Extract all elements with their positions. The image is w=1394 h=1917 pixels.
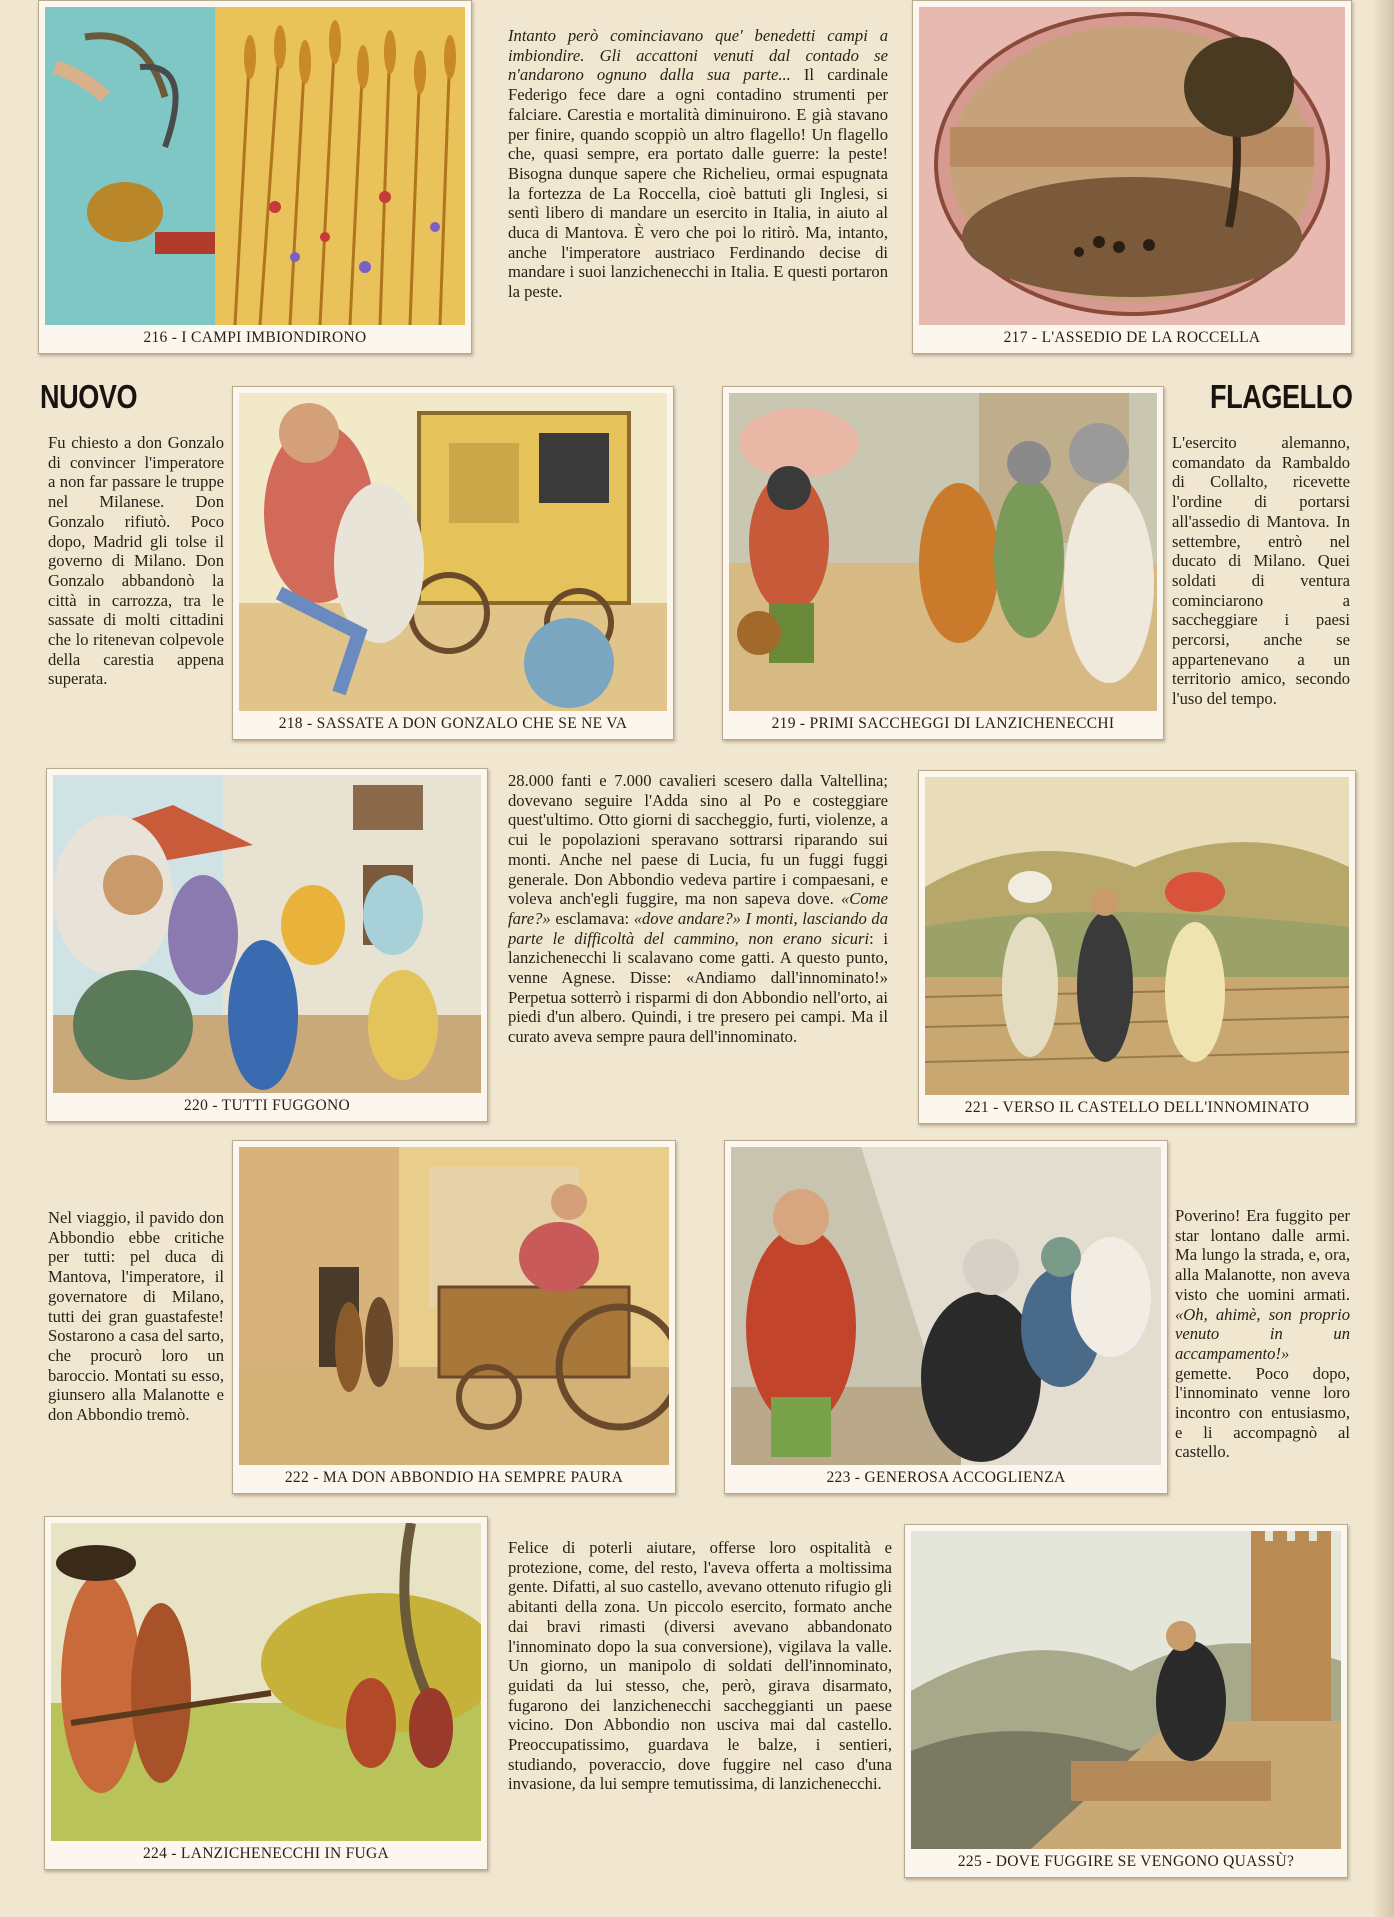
illustration-toward-castle: [925, 777, 1349, 1095]
caption-216: 216 - I CAMPI IMBIONDIRONO: [143, 329, 367, 346]
text-right-2c: gemette. Poco dopo, l'innominato venne loro incontro con entusiasmo, e li accompagnò al castello.: [1175, 1363, 1350, 1462]
illustration-first-looting: [729, 393, 1157, 711]
card-223: [724, 1140, 1168, 1494]
text-mid-3: esclamava:: [555, 908, 634, 928]
page-fold-shadow: [1372, 0, 1394, 1917]
illustration-cart-journey: [239, 1147, 669, 1465]
text-right-2b: «Oh, ahimè, son proprio venuto in un accampamento!»: [1175, 1304, 1350, 1363]
illustration-generous-welcome: [731, 1147, 1161, 1465]
illustration-wheat-field: [45, 7, 465, 325]
text-mid-5: : i lanzichenecchi li scalavano come gatti. A questo punto, venne Agnese. Disse: «Andiamo dall'innominato!» Perpetua sotterrò i risparmi di don Abbondio nell'orto, ai piedi d'un albero. Quindi, i tre presero pei campi. Ma il curato aveva sempre paura dell'innominato.: [508, 928, 888, 1047]
text-top: [508, 26, 888, 302]
text-mid-4: «dove andare?» I monti, lasciando da parte le difficoltà del cammino, non erano sicuri: [508, 908, 889, 948]
card-222: [232, 1140, 676, 1494]
illustration-castle-view: [911, 1531, 1341, 1849]
text-bottom-mid: Felice di poterli aiutare, offerse loro ospitalità e protezione, come, del resto, l'aveva offerta a moltissima gente. Difatti, al suo castello, avevano ottenuto rifugio gli abitanti della zona. Un piccolo esercito, formato anche dai bravi rimasti (diversi avevano abbandonato l'innominato dopo la sua conversione), vigilava la valle. Un giorno, un manipolo di soldati dell'innominato, guidati da lui stesso, che, però, girava disarmato, fugarono dei lanzichenecchi saccheggianti un paese vicino. Don Abbondio non usciva mai dal castello. Preoccupatissimo, guardava le balze, i sentieri, studiando, poveraccio, dove fuggire nel caso d'una invasione, da lui sempre temutissima, di lanzichenecchi.: [508, 1538, 892, 1794]
caption-225: 225 - DOVE FUGGIRE SE VENGONO QUASSÙ?: [957, 1853, 1295, 1870]
card-219: [722, 386, 1164, 740]
heading-flagello: FLAGELLO: [1210, 378, 1353, 415]
caption-219: 219 - PRIMI SACCHEGGI DI LANZICHENECCHI: [771, 715, 1115, 732]
card-220: [46, 768, 488, 1122]
caption-220: 220 - TUTTI FUGGONO: [184, 1097, 350, 1114]
illustration-carriage-stoning: [239, 393, 667, 711]
text-mid-1: 28.000 fanti e 7.000 cavalieri scesero dalla Valtellina; dovevano seguire l'Adda sino al Po e costeggiare quest'ultimo. Otto giorni di saccheggio, furti, violenze, a cui le popolazioni speravano sottrarsi riparando sui monti. Anche nel paese di Lucia, fu un fuggi fuggi generale. Don Abbondio vedeva partire i compaesani, e voleva anch'egli fuggire, ma non sapeva dove.: [508, 771, 888, 909]
caption-223: 223 - GENEROSA ACCOGLIENZA: [826, 1469, 1066, 1486]
text-right-col: L'esercito alemanno, comandato da Rambaldo di Collalto, ricevette l'ordine di portarsi all'assedio di Mantova. In settembre, entrò nel ducato di Milano. Quei soldati di ventura cominciarono a saccheggiare i paesi percorsi, anche se appartenevano a un territorio amico, secondo l'uso del tempo.: [1172, 433, 1350, 709]
card-218: [232, 386, 674, 740]
text-left-col: Fu chiesto a don Gonzalo di convincer l'imperatore a non far passare le truppe nel Milanese. Don Gonzalo rifiutò. Poco dopo, Madrid gli tolse il governo di Milano. Don Gonzalo abbandonò la città in carrozza, tra le sassate di molti cittadini che lo ritenevan colpevole della carestia appena superata.: [48, 433, 224, 689]
text-top-plain: Il cardinale Federigo fece dare a ogni contadino strumenti per falciare. Carestia e mortalità diminuirono. E già stavano per finire, quando scoppiò un altro flagello! Un flagello che, quasi sempre, era portato dalle guerre: la peste! Bisogna dunque sapere che Richelieu, ormai espugnata la fortezza de La Roccella, cioè battuti gli Inglesi, si sentì libero di mandare un esercito in Italia, in aiuto al duca di Mantova. È vero che poi lo ritirò. Ma, intanto, anche l'imperatore austriaco Ferdinando decise di mandare i suoi lanzichenecchi in Italia. E questi portaron la peste.: [508, 65, 888, 302]
card-224: [44, 1516, 488, 1870]
card-217: [912, 0, 1352, 354]
text-top-italic: Intanto però cominciavano que' benedetti campi a imbiondire. Gli accattoni venuti dal contado se n'andarono ognuno dalla sua parte...: [508, 26, 888, 85]
illustration-lansquenets-flee: [51, 1523, 481, 1841]
caption-217: 217 - L'ASSEDIO DE LA ROCCELLA: [1003, 329, 1261, 346]
card-225: [904, 1524, 1348, 1878]
caption-224: 224 - LANZICHENECCHI IN FUGA: [142, 1845, 390, 1862]
illustration-everyone-flees: [53, 775, 481, 1093]
text-middle: [508, 771, 888, 1047]
text-left-2: Nel viaggio, il pavido don Abbondio ebbe critiche per tutti: pel duca di Mantova, l'imperatore, il governatore di Milano, tutti dei gran guastafeste! Sostarono a casa del sarto, che procurò loro un baroccio. Montati su esso, giunsero alla Malanotte e don Abbondio tremò.: [48, 1208, 224, 1425]
text-right-2a: Poverino! Era fuggito per star lontano dalle armi. Ma lungo la strada, e, ora, alla Malanotte, non aveva visto che uomini armati.: [1175, 1206, 1350, 1304]
caption-222: 222 - MA DON ABBONDIO HA SEMPRE PAURA: [284, 1469, 624, 1486]
text-mid-2: «Come fare?»: [508, 889, 888, 928]
card-216: [38, 0, 472, 354]
heading-nuovo: NUOVO: [40, 378, 138, 415]
caption-218: 218 - SASSATE A DON GONZALO CHE SE NE VA: [278, 715, 628, 732]
illustration-siege-oval: [919, 7, 1345, 325]
card-221: [918, 770, 1356, 1124]
caption-221: 221 - VERSO IL CASTELLO DELL'INNOMINATO: [964, 1099, 1310, 1116]
text-right-2: [1175, 1206, 1350, 1462]
